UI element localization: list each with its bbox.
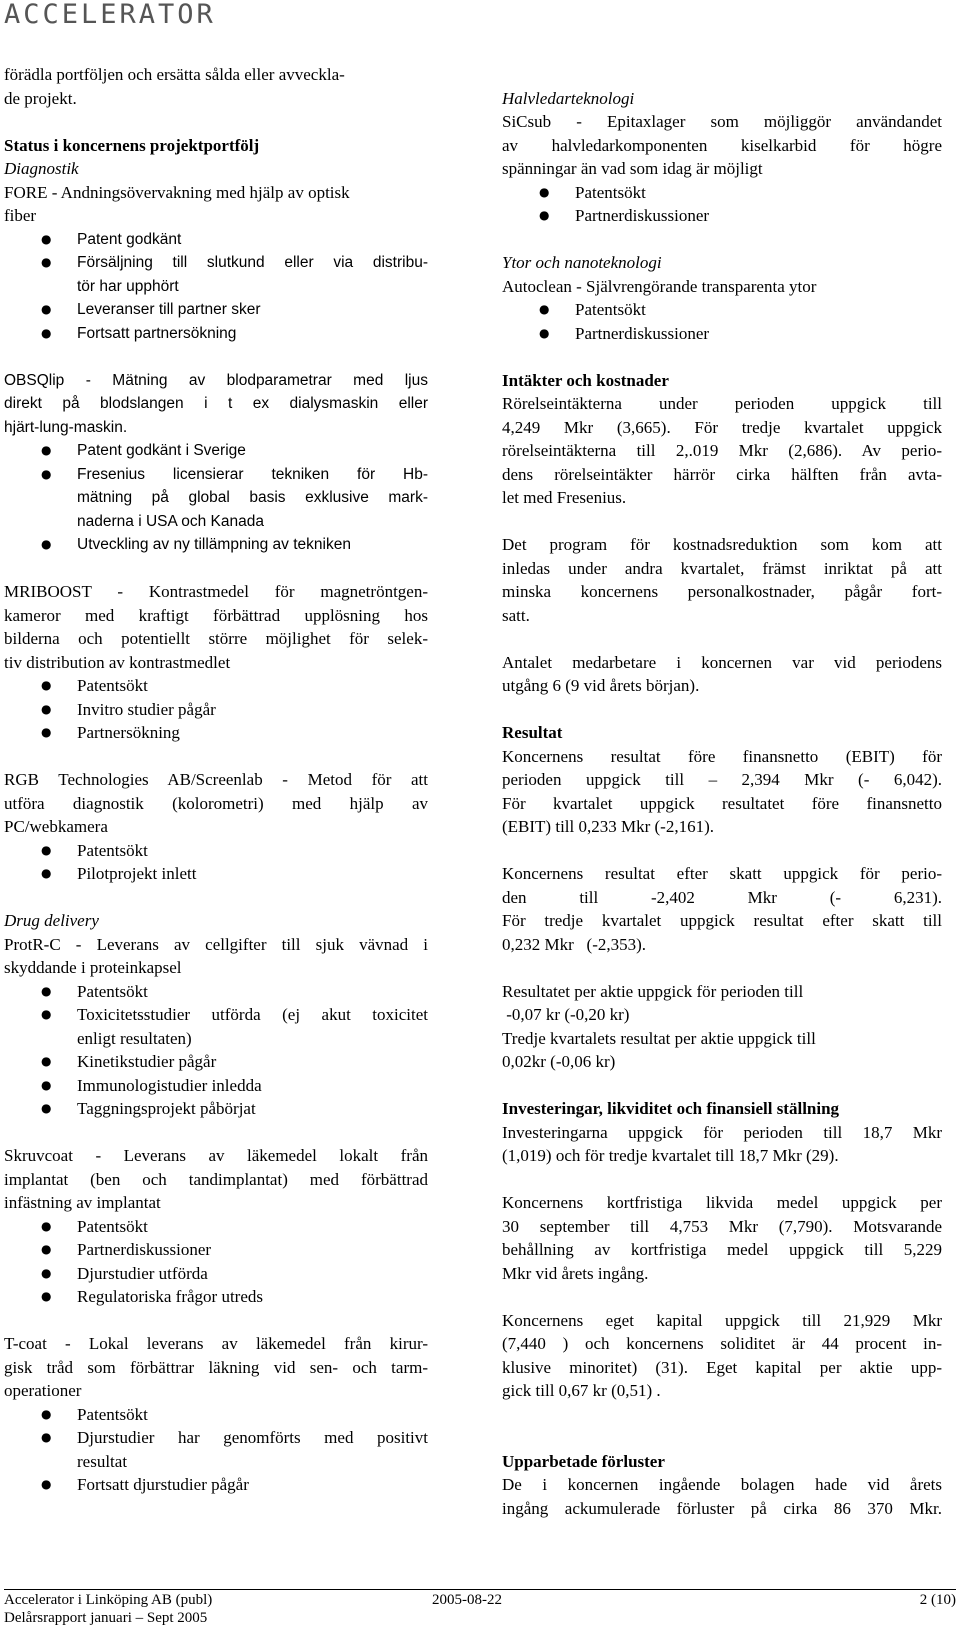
text-line: inledas under andra kvartalet, främst inriktat på att [502,558,942,578]
text-line: direkt på blodslangen i t ex dialysmaskin eller [4,395,428,412]
text-line: hjärt-lung-maskin. [4,418,128,436]
text-line: utföra diagnostik (kolorometri) med hjälp av [4,793,428,813]
skruvcoat-section [4,1144,428,1309]
company-logo: ACCELERATOR [4,0,216,30]
skruvcoat-text [4,1144,428,1215]
protrc-bullets [4,980,428,1121]
list-item: ● Partnerdiskussioner [41,1240,212,1259]
text-line: Koncernens kortfristiga likvida medel uppgick per [502,1193,942,1212]
list-item: ● Patentsökt [41,676,148,695]
halvledar-label: Halvledarteknologi [502,88,635,108]
result-p2 [502,862,942,956]
list-item: ● Fortsatt partnersökning [41,324,237,342]
list-item: ● Immunologistudier inledda [41,1075,262,1095]
text-line: implantat (ben och tandimplantat) med förbättrad [4,1169,428,1189]
list-item: ● Patent godkänt [41,230,182,248]
losses-heading: Upparbetade förluster [502,1451,665,1471]
result-p3 [502,980,942,1074]
text-line: 0,232 Mkr (-2,353). [502,934,647,954]
text-line: Skruvcoat - Leverans av läkemedel lokalt från [4,1146,428,1165]
income-p1 [502,392,942,510]
text-line: -0,07 kr (-0,20 kr) [502,1005,630,1024]
list-item: ● Toxicitetsstudier utförda (ej akut toxicitet enligt resultaten) [41,1005,428,1048]
rgb-section [4,768,428,886]
list-item: ● Försäljning till slutkund eller via distribu- tör har upphört [41,254,428,295]
autoclean-section [502,275,942,346]
text-line: ingång ackumulerade förluster på cirka 86 370 Mkr. [502,1498,942,1518]
list-item: ● Patentsökt [41,1216,148,1236]
text-line: den till -2,402 Mkr (- 6,231). [502,887,942,907]
text-line: av halvledarkomponenten kiselkarbid för högre [502,135,942,155]
text-line: tiv distribution av kontrastmedlet [4,652,231,672]
mriboost-text [4,580,428,674]
income-p2 [502,533,942,627]
list-item: ● Patentsökt [539,182,646,202]
text-line: infästning av implantat [4,1193,161,1212]
ytor-label: Ytor och nanoteknologi [502,253,662,272]
text-line: Mkr vid årets ingång. [502,1263,649,1283]
text-line: FORE - Andningsövervakning med hjälp av optisk [4,182,350,202]
result-heading: Resultat [502,723,563,742]
text-line: Tredje kvartalets resultat per aktie uppgick till [502,1028,816,1048]
left-column [4,63,428,1497]
text-line: Investeringarna uppgick för perioden till 18,7 Mkr [502,1122,942,1142]
invest-p3 [502,1309,942,1403]
mriboost-section [4,580,428,745]
list-item: ● Partnerdiskussioner [539,206,710,225]
text-line: Koncernens resultat efter skatt uppgick för perio- [502,864,942,883]
rgb-bullets [4,839,428,886]
text-line: perioden uppgick till – 2,394 Mkr (- 6,042). [502,770,942,789]
text-line: let med Fresenius. [502,488,627,507]
list-item: ● Fortsatt djurstudier pågår [41,1475,249,1494]
text-line: minska koncernens personalkostnader, pågår fort- [502,582,942,601]
list-item: ● Fresenius licensierar tekniken för Hb- mätning på global basis exklusive mark- naderna i USA och Kanada [41,465,428,530]
drug-delivery-label: Drug delivery [4,911,99,930]
text-line: rörelseintäkterna till 2,.019 Mkr (2,686). Av perio- [502,441,942,460]
obsqlip-text [4,369,428,440]
list-item: ● Pilotprojekt inlett [41,864,197,883]
footer-date: 2005-08-22 [432,1592,502,1608]
footer-company: Accelerator i Linköping AB (publ) [4,1592,213,1608]
text-line: spänningar än vad som idag är möjligt [502,159,763,178]
tcoat-bullets [4,1403,428,1497]
autoclean-bullets [502,298,942,345]
text-line: För kvartalet uppgick resultatet före finansnetto [502,793,942,813]
obsqlip-section [4,369,428,557]
fore-bullets [4,228,428,346]
status-heading: Status i koncernens projektportfölj [4,135,260,155]
text-line: skyddande i proteinkapsel [4,958,182,977]
invest-p1 [502,1121,942,1168]
diagnostik-label: Diagnostik [4,159,79,178]
text-line: De i koncernen ingående bolagen hade vid årets [502,1475,942,1494]
list-item: ● Djurstudier utförda [41,1263,208,1283]
list-item: ● Patentsökt [41,1404,148,1424]
list-item: ● Utveckling av ny tillämpning av tekniken [41,536,351,553]
footer-page-number: 2 (10) [919,1592,956,1608]
list-item: ● Patentsökt [41,981,148,1001]
invest-heading: Investeringar, likviditet och finansiell ställning [502,1099,840,1118]
text-line: bilderna och potentiellt större möjlighet för selek- [4,629,428,648]
list-item: ● Djurstudier har genomförts med positivt resultat [41,1428,428,1471]
text-line: klusive minoritet) (31). Eget kapital per aktie upp- [502,1357,942,1377]
obsqlip-bullets [4,439,428,557]
text-line: behållning av kortfristiga medel uppgick till 5,229 [502,1240,942,1259]
income-heading: Intäkter och kostnader [502,370,669,390]
text-line: 4,249 Mkr (3,665). För tredje kvartalet uppgick [502,417,942,437]
mriboost-bullets [4,674,428,745]
text-line: SiCsub - Epitaxlager som möjliggör användandet [502,112,942,131]
list-item: ● Partnerdiskussioner [539,323,710,343]
fore-title [4,181,428,228]
text-line: Resultatet per aktie uppgick för perioden till [502,981,804,1001]
text-line: (1,019) och för tredje kvartalet till 18,7 Mkr (29). [502,1146,839,1165]
text-line: MRIBOOST - Kontrastmedel för magnetröntgen- [4,582,428,601]
list-item: ● Regulatoriska frågor utreds [41,1287,263,1306]
text-line: gisk tråd som förbättrar läkning vid sen- och tarm- [4,1357,428,1377]
text-line: gick till 0,67 kr (0,51) . [502,1381,661,1400]
sicsub-text [502,110,942,181]
page-footer [4,1589,956,1627]
text-line: Det program för kostnadsreduktion som kom att [502,535,942,554]
list-item: ● Kinetikstudier pågår [41,1052,217,1071]
text-line: operationer [4,1381,82,1400]
text-line: utgång 6 (9 vid årets början). [502,676,700,695]
text-line: Autoclean - Självrengörande transparenta ytor [502,276,817,296]
protrc-text [4,933,428,980]
text-line: För tredje kvartalet uppgick resultat efter skatt till [502,911,942,930]
text-line: de projekt. [4,88,77,108]
text-line: Koncernens eget kapital uppgick till 21,929 Mkr [502,1310,942,1330]
text-line: OBSQlip - Mätning av blodparametrar med ljus [4,371,428,389]
text-line: ProtR-C - Leverans av cellgifter till sjuk vävnad i [4,934,428,954]
text-line: fiber [4,206,37,225]
list-item: ● Partnersökning [41,723,180,742]
invest-p2 [502,1191,942,1285]
text-line: 0,02kr (-0,06 kr) [502,1052,616,1071]
text-line: satt. [502,605,530,625]
text-line: (EBIT) till 0,233 Mkr (-2,161). [502,817,714,836]
tcoat-text [4,1332,428,1403]
list-item: ● Leveranser till partner sker [41,301,261,318]
tcoat-section [4,1332,428,1497]
text-line: PC/webkamera [4,817,108,836]
list-item: ● Patentsökt [41,840,148,860]
protrc-section [4,933,428,1121]
fore-section [4,181,428,346]
list-item: ● Patentsökt [539,300,646,319]
text-line: kameror med kraftigt förbättrad upplösning hos [4,605,428,625]
sicsub-bullets [502,181,942,228]
text-line: T-coat - Lokal leverans av läkemedel från kirur- [4,1334,428,1353]
list-item: ● Patent godkänt i Sverige [41,442,246,459]
skruvcoat-bullets [4,1215,428,1309]
text-line: förädla portföljen och ersätta sålda eller avveckla- [4,65,345,84]
text-line: 30 september till 4,753 Mkr (7,790). Motsvarande [502,1216,942,1236]
intro-text [4,63,428,110]
text-line: dens rörelseintäkter härrör cirka hälften från avta- [502,464,942,484]
text-line: Antalet medarbetare i koncernen var vid periodens [502,652,942,672]
rgb-text [4,768,428,839]
income-p3 [502,651,942,698]
text-line: Rörelseintäkterna under perioden uppgick till [502,394,942,413]
list-item: ● Invitro studier pågår [41,699,216,719]
result-p1 [502,745,942,839]
autoclean-text [502,275,942,299]
text-line: RGB Technologies AB/Screenlab - Metod för att [4,770,428,789]
text-line: (7,440 ) och koncernens soliditet är 44 procent in- [502,1334,942,1353]
footer-report-title: Delårsrapport januari – Sept 2005 [4,1610,208,1626]
text-line: Koncernens resultat före finansnetto (EBIT) för [502,746,942,766]
losses-p1 [502,1473,942,1520]
right-column [502,63,942,1520]
list-item: ● Taggningsprojekt påbörjat [41,1099,256,1118]
sicsub-section [502,110,942,228]
